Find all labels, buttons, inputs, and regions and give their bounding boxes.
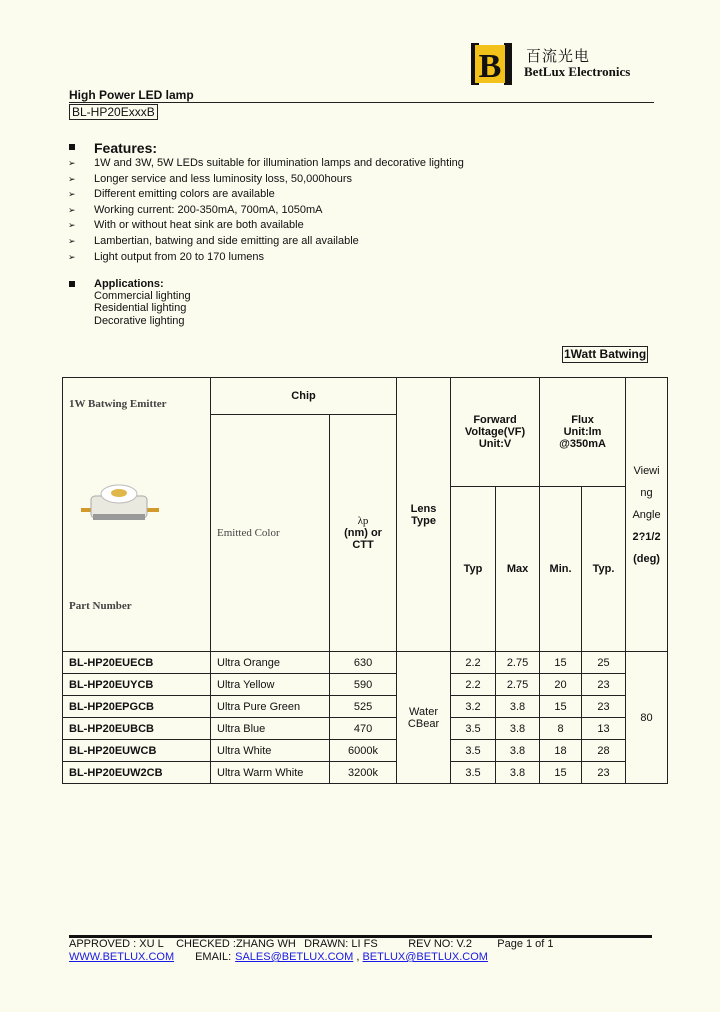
table-row (63, 740, 668, 762)
part-number: BL-HP20EUWCB (63, 740, 211, 762)
table-row (63, 762, 668, 784)
emitted-color: Ultra Yellow (211, 674, 330, 696)
flux-min: 15 (540, 696, 582, 718)
viewing-angle-header: Viewi ng Angle 2?1/2 (deg) (626, 378, 668, 652)
contact-line (69, 951, 488, 963)
flux-typ-header: Typ. (582, 487, 626, 652)
emitted-color-header: Emitted Color (211, 415, 330, 652)
email-label: EMAIL: (195, 951, 232, 963)
header-rule (69, 102, 654, 103)
feature-item: ➢ 1W and 3W, 5W LEDs suitable for illumination lamps and decorative lighting (68, 156, 464, 172)
vf-max: 3.8 (496, 740, 540, 762)
flux-typ: 23 (582, 696, 626, 718)
wavelength: 3200k (330, 762, 397, 784)
logo-chinese-name: 百流光电 (526, 48, 591, 65)
flux-typ: 13 (582, 718, 626, 740)
part-number: BL-HP20EUYCB (63, 674, 211, 696)
part-number: BL-HP20EUW2CB (63, 762, 211, 784)
wavelength: 525 (330, 696, 397, 718)
part-number: BL-HP20EPGCB (63, 696, 211, 718)
features-heading: Features: (94, 140, 158, 156)
vf-typ: 3.5 (451, 740, 496, 762)
vf-typ: 3.2 (451, 696, 496, 718)
part-number-label: Part Number (69, 600, 132, 612)
page-indicator: Page 1 of 1 (497, 938, 554, 950)
part-number: BL-HP20EUBCB (63, 718, 211, 740)
vf-max: 2.75 (496, 652, 540, 674)
vf-typ-header: Typ (451, 487, 496, 652)
application-item: Residential lighting (94, 302, 187, 315)
flux-typ: 23 (582, 762, 626, 784)
flux-min: 8 (540, 718, 582, 740)
website-link[interactable]: WWW.BETLUX.COM (69, 951, 175, 963)
vf-max: 3.8 (496, 696, 540, 718)
betlux-logo (471, 43, 512, 85)
forward-voltage-header: Forward Voltage(VF) Unit:V (451, 378, 540, 487)
application-item: Commercial lighting (94, 290, 191, 302)
applications-heading: Applications: (94, 278, 164, 290)
flux-header: Flux Unit:lm @350mA (540, 378, 626, 487)
part-series-box: BL-HP20ExxxB (69, 104, 158, 120)
flux-min: 15 (540, 762, 582, 784)
table-row (63, 652, 668, 674)
logo-english-name: BetLux Electronics (524, 64, 631, 79)
flux-min: 15 (540, 652, 582, 674)
emitted-color: Ultra Pure Green (211, 696, 330, 718)
wavelength: 630 (330, 652, 397, 674)
features-bullet (69, 144, 75, 150)
emitted-color: Ultra White (211, 740, 330, 762)
approval-line (69, 938, 554, 950)
feature-item: ➢ With or without heat sink are both available (68, 218, 464, 234)
flux-typ: 28 (582, 740, 626, 762)
doc-title: High Power LED lamp (69, 88, 194, 102)
email-separator: , (356, 951, 360, 963)
vf-typ: 2.2 (451, 652, 496, 674)
arrow-icon: ➢ (68, 189, 76, 200)
arrow-icon: ➢ (68, 173, 76, 184)
feature-item: ➢ Lambertian, batwing and side emitting are all available (68, 234, 464, 250)
emitted-color: Ultra Blue (211, 718, 330, 740)
vf-typ: 2.2 (451, 674, 496, 696)
led-emitter-image (81, 478, 181, 524)
wavelength: 6000k (330, 740, 397, 762)
wavelength-header: λp (nm) or CTT (330, 415, 397, 652)
viewing-angle-value: 80 (626, 652, 668, 784)
sales-email-link[interactable]: SALES@BETLUX.COM (235, 951, 354, 963)
lens-type-header: Lens Type (397, 378, 451, 652)
arrow-icon: ➢ (68, 235, 76, 246)
emitted-color: Ultra Warm White (211, 762, 330, 784)
arrow-icon: ➢ (68, 220, 76, 231)
flux-min: 20 (540, 674, 582, 696)
arrow-icon: ➢ (68, 158, 76, 168)
applications-bullet (69, 281, 75, 287)
arrow-icon: ➢ (68, 251, 76, 262)
feature-item: ➢ Light output from 20 to 170 lumens (68, 250, 464, 266)
emitter-title: 1W Batwing Emitter (69, 398, 167, 410)
section-tag: 1Watt Batwing (564, 347, 647, 361)
vf-max: 2.75 (496, 674, 540, 696)
vf-max: 3.8 (496, 718, 540, 740)
wavelength: 470 (330, 718, 397, 740)
part-number: BL-HP20EUECB (63, 652, 211, 674)
svg-text:B: B (478, 48, 502, 85)
revision-number: REV NO: V.2 (408, 938, 472, 950)
arrow-icon: ➢ (68, 204, 76, 215)
table-row (63, 696, 668, 718)
flux-min-header: Min. (540, 487, 582, 652)
flux-typ: 23 (582, 674, 626, 696)
flux-min: 18 (540, 740, 582, 762)
application-item: Decorative lighting (94, 314, 185, 327)
lens-type-value: Water CBear (397, 652, 451, 784)
flux-typ: 25 (582, 652, 626, 674)
drawn-by: DRAWN: LI FS (304, 938, 378, 950)
table-row (63, 674, 668, 696)
feature-item: ➢ Working current: 200-350mA, 700mA, 1050mA (68, 203, 464, 219)
wavelength: 590 (330, 674, 397, 696)
betlux-email-link[interactable]: BETLUX@BETLUX.COM (362, 951, 488, 963)
vf-typ: 3.5 (451, 762, 496, 784)
emitter-header-cell (63, 378, 211, 652)
approved-by: APPROVED : XU L (69, 938, 164, 950)
feature-item: ➢ Different emitting colors are available (68, 187, 464, 203)
emitted-color: Ultra Orange (211, 652, 330, 674)
vf-max-header: Max (496, 487, 540, 652)
vf-typ: 3.5 (451, 718, 496, 740)
spec-table (62, 377, 668, 784)
checked-by: CHECKED :ZHANG WH (176, 938, 296, 950)
feature-item: ➢ Longer service and less luminosity loss, 50,000hours (68, 172, 464, 188)
features-list (68, 156, 464, 265)
chip-header: Chip (211, 378, 397, 415)
vf-max: 3.8 (496, 762, 540, 784)
applications-list (94, 290, 191, 327)
table-row (63, 718, 668, 740)
